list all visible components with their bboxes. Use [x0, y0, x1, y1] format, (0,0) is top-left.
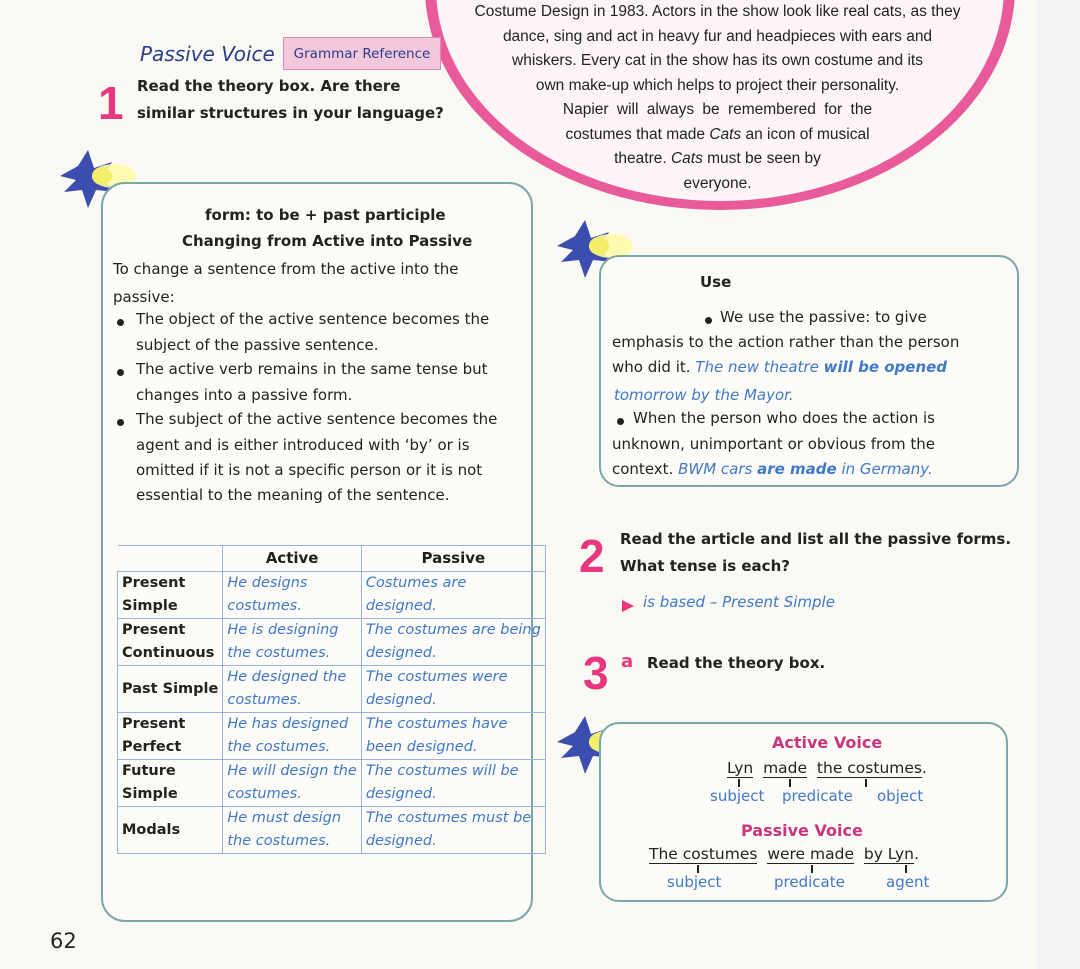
- connector-tick: [811, 865, 813, 873]
- connector-tick: [738, 779, 740, 787]
- use-text: We use the passive: to give: [720, 308, 927, 326]
- label-predicate: predicate: [782, 787, 853, 805]
- show-title: Cats: [670, 150, 703, 167]
- active-text: the costumes.: [227, 739, 331, 755]
- article-line: [440, 98, 995, 123]
- passive-text: The costumes will be: [365, 763, 519, 779]
- tense-label-text: Continuous: [122, 645, 215, 661]
- tense-label: [118, 666, 223, 713]
- active-cell: [223, 713, 362, 760]
- table-corner: [118, 546, 223, 572]
- table-row: [118, 666, 546, 713]
- predicate-word: were made: [767, 845, 854, 863]
- grammar-reference-tag: Grammar Reference: [283, 37, 441, 70]
- passive-verb: are made: [757, 460, 837, 478]
- exercise-1-instruction: [137, 73, 444, 127]
- rule-text: The active verb remains in the same tense but: [136, 360, 488, 378]
- active-text: He has designed: [227, 716, 349, 732]
- table-row: [118, 619, 546, 666]
- use-text-line: [612, 355, 947, 380]
- bullet-icon: [117, 319, 124, 326]
- rule-text: changes into a passive form.: [136, 386, 353, 404]
- exercise-2-instruction: [620, 526, 1011, 580]
- use-text-line: [612, 457, 933, 482]
- predicate-word: made: [763, 759, 808, 777]
- use-text: unknown, unimportant or obvious from the: [612, 435, 935, 453]
- passive-text: designed.: [365, 598, 437, 614]
- article-line: everyone.: [683, 174, 752, 192]
- passive-text: Costumes are: [365, 575, 467, 591]
- exercise-number: 2: [579, 530, 605, 582]
- active-cell: [223, 760, 362, 807]
- exercise-number: 3: [583, 647, 609, 699]
- passive-text: The costumes were: [365, 669, 508, 685]
- use-text: who did it.: [612, 358, 691, 376]
- exercise-number: 1: [98, 77, 124, 129]
- table-row: [118, 807, 546, 854]
- use-text: emphasis to the action rather than the person: [612, 333, 960, 351]
- passive-cell: [361, 619, 545, 666]
- tense-label-text: Present: [122, 575, 186, 591]
- passive-text: been designed.: [365, 739, 478, 755]
- active-sentence: [727, 759, 927, 777]
- tense-label: [118, 807, 223, 854]
- tense-label-text: Present: [122, 622, 186, 638]
- active-text: costumes.: [227, 786, 302, 802]
- theory-heading: Changing from Active into Passive: [182, 232, 473, 250]
- connector-tick: [865, 779, 867, 787]
- article-line: dance, sing and act in heavy fur and headpieces with ears and: [502, 27, 933, 45]
- passive-text: The costumes are being: [365, 622, 541, 638]
- article-line-text: Napier will always be remembered for the: [562, 101, 873, 118]
- page-number: 62: [50, 929, 77, 953]
- triangle-pointer-icon: [621, 599, 635, 613]
- theory-intro: To change a sentence from the active into the: [113, 260, 459, 278]
- tense-label-text: Perfect: [122, 739, 182, 755]
- instruction-line: What tense is each?: [620, 557, 790, 575]
- passive-text: designed.: [365, 692, 437, 708]
- passive-verb: will be opened: [823, 358, 948, 376]
- passive-text: designed.: [365, 786, 437, 802]
- article-text: [440, 0, 995, 196]
- bullet-icon: [705, 317, 712, 324]
- tense-label: [118, 760, 223, 807]
- article-line: whiskers. Every cat in the show has its own costume and its: [512, 52, 923, 69]
- active-voice-title: Active Voice: [772, 733, 883, 752]
- article-line: costumes that made Cats an icon of musical: [565, 125, 870, 143]
- tense-table: [117, 545, 546, 854]
- rule-text: essential to the meaning of the sentence.: [136, 486, 450, 504]
- connector-tick: [789, 779, 791, 787]
- bullet-icon: [117, 369, 124, 376]
- active-text: He designs: [227, 575, 308, 591]
- passive-cell: [361, 807, 545, 854]
- active-cell: [223, 572, 362, 619]
- use-text: context.: [612, 460, 674, 478]
- passive-sentence: [649, 845, 919, 863]
- connector-tick: [697, 865, 699, 873]
- table-row: [118, 760, 546, 807]
- passive-voice-title: Passive Voice: [741, 821, 863, 840]
- label-subject: subject: [710, 787, 765, 805]
- bullet-icon: [617, 418, 624, 425]
- full-stop: .: [921, 759, 927, 777]
- active-text: He will design the: [227, 763, 357, 779]
- passive-cell: [361, 760, 545, 807]
- tense-label-text: Simple: [122, 598, 178, 614]
- active-text: the costumes.: [227, 833, 331, 849]
- example-answer: is based – Present Simple: [643, 593, 835, 611]
- exercise-letter: a: [621, 651, 634, 672]
- tense-label-text: Modals: [122, 821, 181, 838]
- passive-cell: [361, 572, 545, 619]
- object-word: the costumes: [816, 759, 922, 777]
- use-example: tomorrow by the Mayor.: [614, 386, 794, 404]
- column-header-passive: Passive: [361, 546, 545, 572]
- tense-label-text: Present: [122, 716, 186, 732]
- use-example: The new theatre will be opened: [695, 358, 948, 376]
- active-text: costumes.: [227, 692, 302, 708]
- table-row: [118, 713, 546, 760]
- passive-text: The costumes have: [365, 716, 508, 732]
- rule-text: agent and is either introduced with ‘by’ or is: [136, 436, 470, 454]
- article-line: Costume Design in 1983. Actors in the show look like real cats, as they: [474, 3, 961, 20]
- tense-label: [118, 572, 223, 619]
- instruction-line: Read the article and list all the passive forms.: [620, 530, 1012, 548]
- label-subject: subject: [667, 873, 722, 891]
- passive-cell: [361, 666, 545, 713]
- bullet-icon: [117, 419, 124, 426]
- full-stop: .: [914, 845, 919, 863]
- active-text: He is designing: [227, 622, 339, 638]
- page-edge-strip: [1038, 0, 1080, 969]
- tense-label-text: Simple: [122, 786, 178, 802]
- tense-label-text: Future: [122, 763, 176, 779]
- active-cell: [223, 619, 362, 666]
- exercise-3-instruction: Read the theory box.: [647, 654, 826, 672]
- instruction-line: similar structures in your language?: [137, 104, 444, 122]
- instruction-line: Read the theory box. Are there: [137, 77, 401, 95]
- article-line: theatre. Cats must be seen by: [614, 150, 821, 167]
- passive-cell: [361, 713, 545, 760]
- subject-word: Lyn: [727, 759, 754, 777]
- form-formula: form: to be + past participle: [205, 206, 446, 224]
- active-cell: [223, 666, 362, 713]
- passive-text: designed.: [365, 645, 437, 661]
- use-heading: Use: [700, 273, 732, 291]
- tense-label: [118, 619, 223, 666]
- label-agent: agent: [886, 873, 930, 891]
- agent-word: by Lyn: [863, 845, 915, 863]
- table-header-row: [118, 546, 546, 572]
- table-row: [118, 572, 546, 619]
- active-text: He must design: [227, 810, 342, 826]
- connector-tick: [905, 865, 907, 873]
- theory-intro: passive:: [113, 288, 175, 306]
- page-title: Passive Voice: [140, 42, 275, 66]
- label-predicate: predicate: [774, 873, 845, 891]
- rule-text: The subject of the active sentence becomes the: [136, 410, 498, 428]
- column-header-active: Active: [223, 546, 362, 572]
- tense-label-text: Past Simple: [122, 680, 219, 697]
- passive-text: designed.: [365, 833, 437, 849]
- use-text: When the person who does the action is: [633, 409, 935, 427]
- rule-text: The object of the active sentence becomes the: [136, 310, 490, 328]
- rule-text: subject of the passive sentence.: [136, 336, 379, 354]
- use-example: BWM cars are made in Germany.: [678, 460, 933, 478]
- show-title: Cats: [709, 125, 742, 143]
- tense-label: [118, 713, 223, 760]
- rule-text: omitted if it is not a specific person or it is not: [136, 461, 483, 479]
- subject-word: The costumes: [649, 845, 758, 863]
- article-line: own make-up which helps to project their personality.: [535, 76, 900, 94]
- label-object: object: [877, 787, 924, 805]
- active-text: the costumes.: [227, 645, 331, 661]
- active-text: He designed the: [227, 669, 347, 685]
- passive-text: The costumes must be: [365, 810, 532, 826]
- active-cell: [223, 807, 362, 854]
- active-text: costumes.: [227, 598, 302, 614]
